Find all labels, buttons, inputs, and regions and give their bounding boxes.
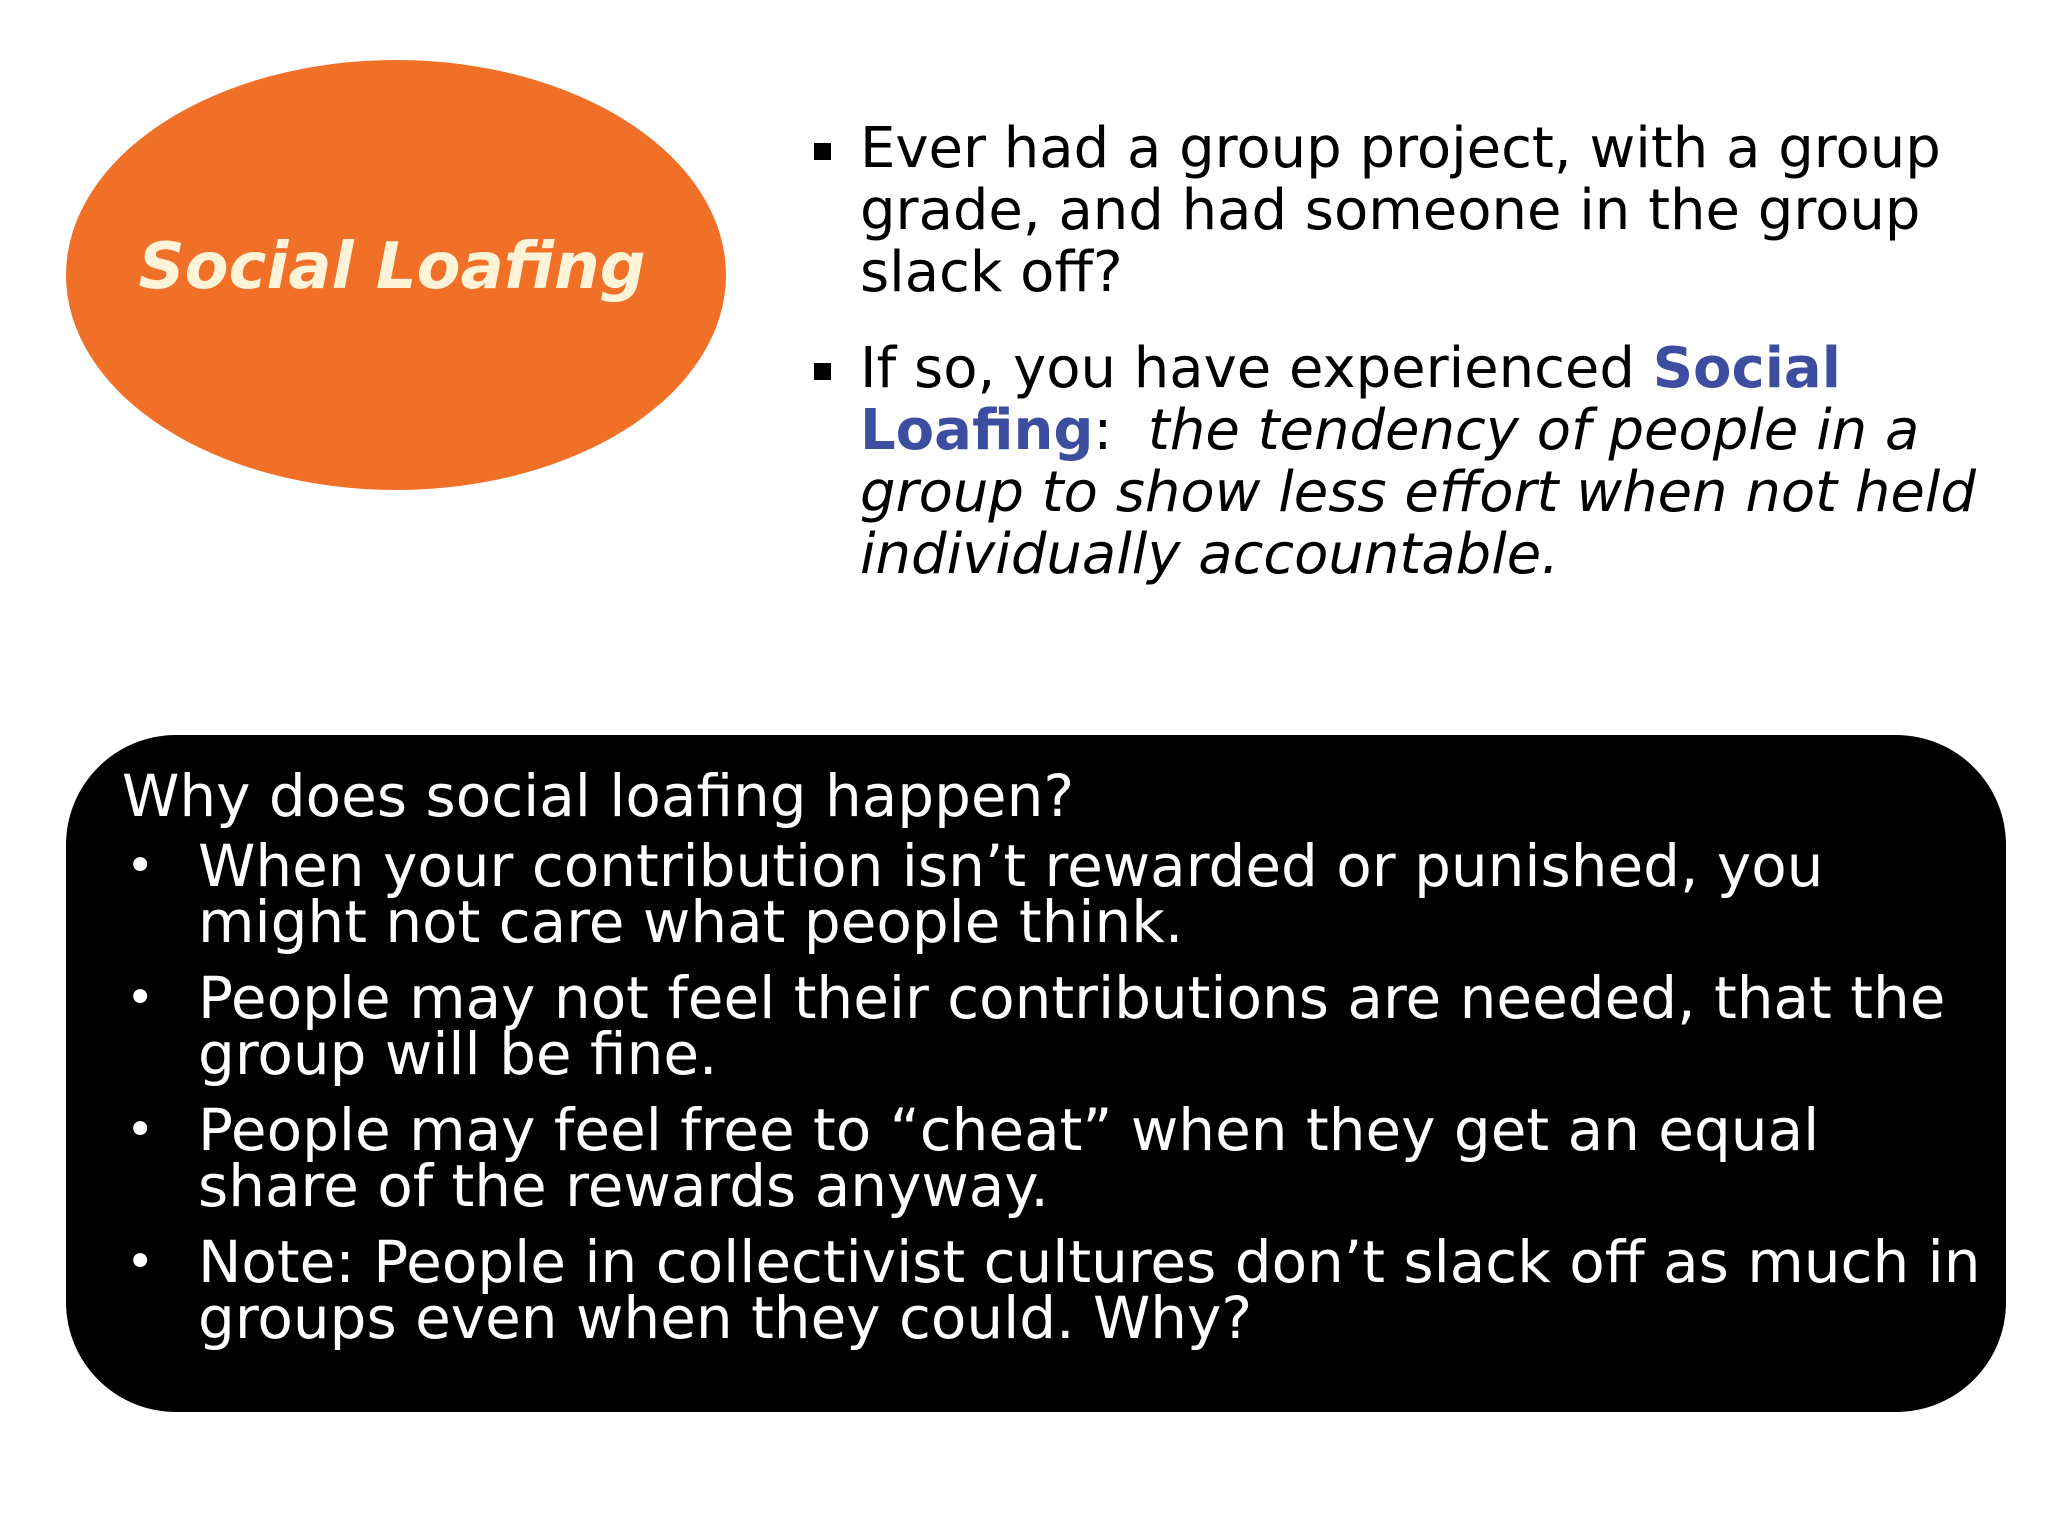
slide-title: Social Loafing bbox=[138, 230, 646, 304]
reason-item bbox=[122, 832, 1982, 956]
reason-item bbox=[122, 1228, 1982, 1352]
bullet-dot-icon: • bbox=[126, 1102, 155, 1158]
intro-item-definition bbox=[810, 338, 2025, 586]
square-bullet-icon bbox=[814, 143, 831, 160]
term-social-loafing: Social Loafing bbox=[860, 336, 1841, 463]
why-box bbox=[66, 735, 2006, 1412]
reason-item bbox=[122, 964, 1982, 1088]
reasons-list bbox=[122, 832, 1982, 1366]
bullet-dot-icon: • bbox=[126, 970, 155, 1026]
bullet-dot-icon: • bbox=[126, 1234, 155, 1290]
reason-text: When your contribution isn’t rewarded or punished, you might not care what people think. bbox=[198, 832, 1824, 956]
reason-text: People may not feel their contributions are needed, that the group will be fine. bbox=[198, 964, 1946, 1088]
definition-text: the tendency of people in a group to show less effort when not held individually accountable. bbox=[860, 398, 1976, 587]
title-oval bbox=[66, 60, 726, 490]
bullet-dot-icon: • bbox=[126, 838, 155, 894]
reason-item bbox=[122, 1096, 1982, 1220]
intro-list bbox=[810, 118, 2025, 620]
intro-item-question bbox=[810, 118, 2025, 304]
question-text: Ever had a group project, with a group grade, and had someone in the group slack off? bbox=[860, 116, 1941, 305]
reason-text: Note: People in collectivist cultures don’t slack off as much in groups even when they could. Why? bbox=[198, 1228, 1981, 1352]
square-bullet-icon bbox=[814, 363, 831, 380]
definition-prefix: If so, you have experienced bbox=[860, 336, 1653, 401]
reason-text: People may feel free to “cheat” when they get an equal share of the rewards anyway. bbox=[198, 1096, 1820, 1220]
term-separator: : bbox=[1093, 398, 1148, 463]
why-question: Why does social loafing happen? bbox=[122, 762, 1075, 830]
